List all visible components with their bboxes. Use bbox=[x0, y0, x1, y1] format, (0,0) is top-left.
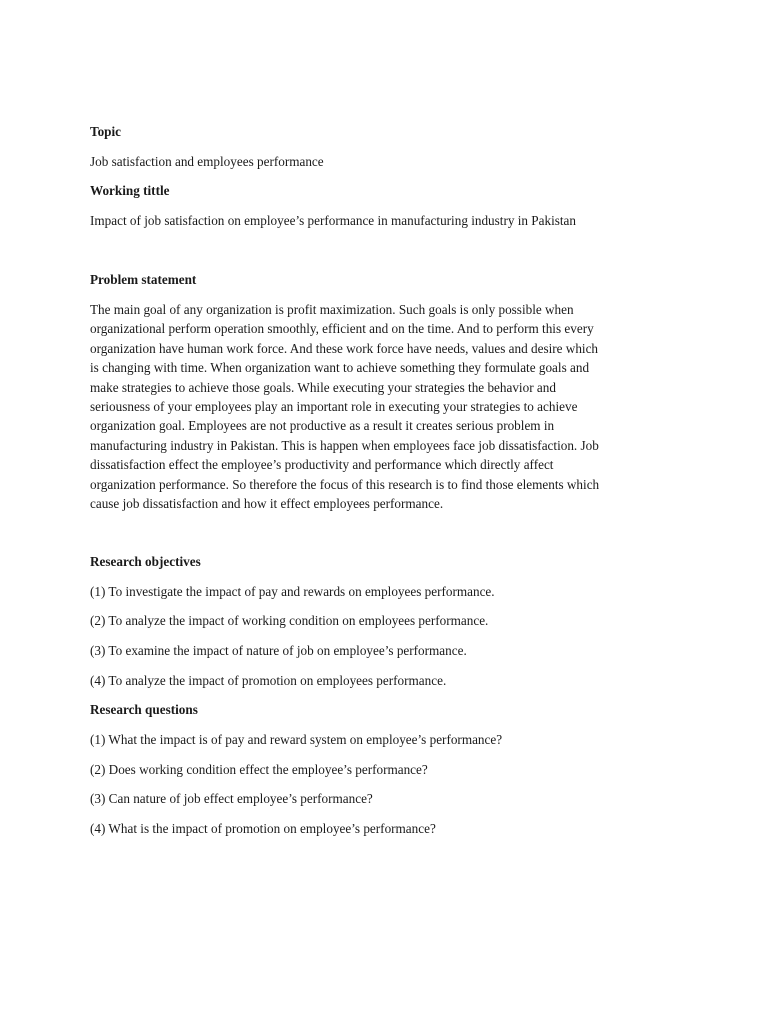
working-title-text: Impact of job satisfaction on employee’s performance in manufacturing industry in Pakistan bbox=[90, 213, 576, 228]
question-item: (3) Can nature of job effect employee’s performance? bbox=[90, 791, 373, 806]
objective-item: (1) To investigate the impact of pay and rewards on employees performance. bbox=[90, 584, 495, 599]
paragraph-line: organization performance. So therefore the focus of this research is to find those elements which bbox=[90, 476, 600, 492]
objective-item: (3) To examine the impact of nature of job on employee’s performance. bbox=[90, 643, 467, 658]
objective-item: (4) To analyze the impact of promotion on employees performance. bbox=[90, 673, 447, 688]
paragraph-line: make strategies to achieve those goals. While executing your strategies the behavior and bbox=[90, 379, 556, 395]
problem-statement-heading: Problem statement bbox=[90, 272, 197, 287]
paragraph-line: seriousness of your employees play an important role in executing your strategies to achieve bbox=[90, 399, 578, 415]
research-questions-heading: Research questions bbox=[90, 702, 198, 717]
paragraph-line: manufacturing industry in Pakistan. This is happen when employees face job dissatisfaction. Job bbox=[90, 437, 599, 453]
paragraph-line: cause job dissatisfaction and how it effect employees performance. bbox=[90, 496, 444, 512]
research-objectives-heading: Research objectives bbox=[90, 554, 201, 569]
question-item: (1) What the impact is of pay and reward system on employee’s performance? bbox=[90, 732, 503, 747]
paragraph-line: The main goal of any organization is profit maximization. Such goals is only possible when bbox=[90, 302, 574, 317]
working-title-heading: Working tittle bbox=[90, 183, 170, 198]
paragraph-line: is changing with time. When organization want to achieve something they formulate goals and bbox=[90, 360, 590, 376]
paragraph-line: dissatisfaction effect the employee’s productivity and performance which directly affect bbox=[90, 457, 554, 473]
paragraph-line: organization have human work force. And these work force have needs, values and desire which bbox=[90, 340, 599, 356]
question-item: (4) What is the impact of promotion on employee’s performance? bbox=[90, 821, 436, 836]
question-item: (2) Does working condition effect the employee’s performance? bbox=[90, 762, 428, 777]
topic-heading: Topic bbox=[90, 124, 122, 139]
objective-item: (2) To analyze the impact of working condition on employees performance. bbox=[90, 613, 489, 628]
topic-text: Job satisfaction and employees performance bbox=[90, 154, 324, 169]
paragraph-line: organization goal. Employees are not productive as a result it creates serious problem in bbox=[90, 418, 555, 434]
paragraph-line: organizational perform operation smoothly, efficient and on the time. And to perform this every bbox=[90, 321, 594, 337]
problem-statement-paragraph bbox=[90, 300, 686, 513]
